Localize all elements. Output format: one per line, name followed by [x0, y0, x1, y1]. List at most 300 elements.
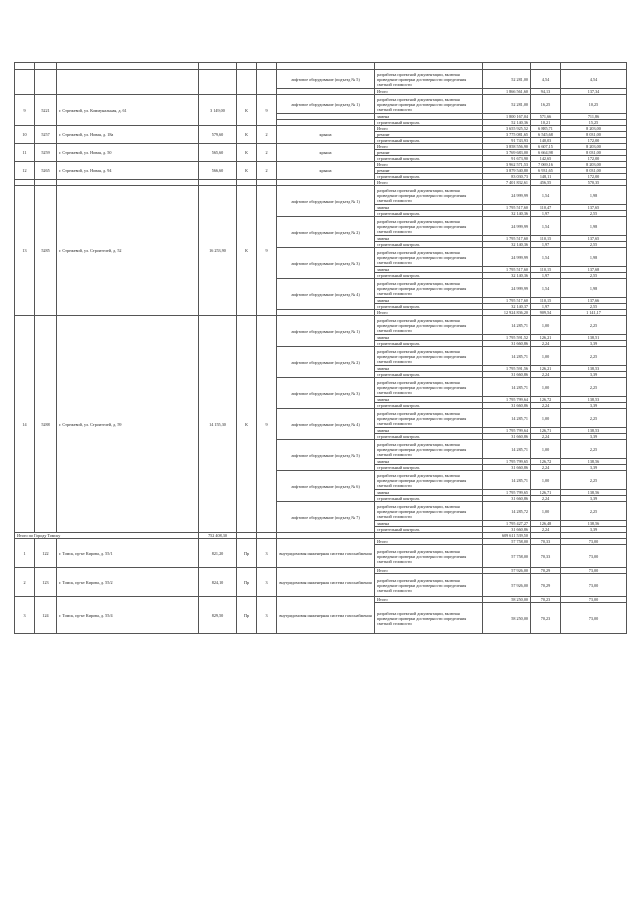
work-detail: Итого: [375, 126, 483, 132]
sum-cell: 57 926,00: [483, 574, 531, 597]
house-area: 829,50: [199, 597, 237, 634]
house-code: 5285: [35, 186, 57, 316]
rate-cell: 1,97: [531, 211, 561, 217]
sum-cell: 52 281,00: [483, 70, 531, 89]
sum-cell: 1 795 799,65: [483, 490, 531, 496]
house-floors: 3: [257, 597, 277, 634]
house-floors: 9: [257, 316, 277, 533]
house-floors: 2: [257, 162, 277, 180]
work-detail: замена: [375, 267, 483, 273]
limit-cell: 73,00: [561, 597, 627, 603]
empty-cell: [237, 70, 257, 95]
sum-cell: 32 140,36: [483, 273, 531, 279]
rate-cell: 6 931,65: [531, 168, 561, 174]
house-floors: 9: [257, 95, 277, 126]
limit-cell: 137,66: [561, 298, 627, 304]
work-type: лифтовое оборудование (подъезд № 4): [277, 409, 375, 440]
work-detail: строительный контроль: [375, 174, 483, 180]
work-detail: разработка проектной документации, включая проведение проверки достоверности определения сметной стоимости: [375, 248, 483, 267]
rate-cell: 1,00: [531, 440, 561, 459]
limit-cell: 4,54: [561, 70, 627, 89]
house-address: г. Стрежевой, ул. Новая, д. 50: [57, 144, 199, 162]
sum-cell: 58 250,00: [483, 597, 531, 603]
sum-cell: 3 879 540,80: [483, 168, 531, 174]
work-detail: строительный контроль: [375, 242, 483, 248]
sum-cell: 31 660,86: [483, 496, 531, 502]
rate-cell: 142,65: [531, 156, 561, 162]
sum-cell: 1 795 517,60: [483, 205, 531, 211]
work-detail: разработка проектной документации, включая проведение проверки достоверности определения сметной стоимости: [375, 471, 483, 490]
house-address: г. Томск, пр-кт Кирова, д. 55/4: [57, 597, 199, 634]
limit-cell: 172,00: [561, 138, 627, 144]
work-detail: разработка проектной документации, включая проведение проверки достоверности определения сметной стоимости: [375, 316, 483, 335]
work-detail: разработка проектной документации, включая проведение проверки достоверности определения сметной стоимости: [375, 545, 483, 568]
empty-cell: [15, 70, 35, 95]
rate-cell: 1,54: [531, 279, 561, 298]
work-type: внутридомовая инженерная система газоснабжения: [277, 539, 375, 568]
limit-cell: 138,53: [561, 397, 627, 403]
limit-cell: 3,39: [561, 496, 627, 502]
sum-cell: 7 401 832,61: [483, 180, 531, 186]
work-type: лифтовое оборудование (подъезд № 5): [277, 440, 375, 471]
limit-cell: 1,98: [561, 217, 627, 236]
rate-cell: 7 069,16: [531, 162, 561, 168]
work-detail: строительный контроль: [375, 120, 483, 126]
repair-plan-table: [14, 62, 627, 634]
work-type: лифтовое оборудование (подъезд № 6): [277, 471, 375, 502]
sum-cell: 52 140,36: [483, 120, 531, 126]
limit-cell: 73,00: [561, 545, 627, 568]
work-detail: разработка проектной документации, включая проведение проверки достоверности определения сметной стоимости: [375, 217, 483, 236]
house-address: г. Томск, пр-кт Кирова, д. 55/2: [57, 568, 199, 597]
work-type: лифтовое оборудование (подъезд № 7): [277, 502, 375, 533]
table-row: [15, 186, 627, 205]
col-7: [277, 63, 375, 70]
limit-cell: 3,39: [561, 403, 627, 409]
limit-cell: 73,00: [561, 539, 627, 545]
rate-cell: 1,00: [531, 471, 561, 490]
house-address: г. Томск, пр-кт Кирова, д. 55/1: [57, 539, 199, 568]
work-detail: замена: [375, 236, 483, 242]
sum-cell: 1 866 561,60: [483, 89, 531, 95]
rate-cell: 2,24: [531, 527, 561, 533]
limit-cell: 138,56: [561, 490, 627, 496]
work-type: крыша: [277, 144, 375, 162]
limit-cell: 137,65: [561, 205, 627, 211]
table-row: [15, 316, 627, 335]
house-floors: 9: [257, 186, 277, 316]
limit-cell: 1,98: [561, 279, 627, 298]
sum-cell: 1 795 517,60: [483, 267, 531, 273]
limit-cell: 1 141,17: [561, 310, 627, 316]
empty-cell: [199, 70, 237, 95]
limit-cell: 3,39: [561, 341, 627, 347]
work-type: крыша: [277, 162, 375, 180]
limit-cell: 138,53: [561, 428, 627, 434]
rate-cell: 126,48: [531, 521, 561, 527]
house-type: Пр: [237, 568, 257, 597]
house-area: 16 253,90: [199, 186, 237, 316]
rate-cell: 6 607,15: [531, 144, 561, 150]
work-detail: строительный контроль: [375, 304, 483, 310]
sum-cell: 31 660,86: [483, 403, 531, 409]
house-area: 566,60: [199, 162, 237, 180]
rate-cell: 1,00: [531, 347, 561, 366]
limit-cell: 711,86: [561, 114, 627, 120]
header-row: [15, 63, 627, 70]
work-detail: строительный контроль: [375, 434, 483, 440]
row-number: 14: [15, 316, 35, 533]
work-detail: замена: [375, 521, 483, 527]
rate-cell: 571,66: [531, 114, 561, 120]
rate-cell: 126,71: [531, 490, 561, 496]
work-detail: ремонт: [375, 168, 483, 174]
rate-cell: 70,23: [531, 597, 561, 603]
sum-cell: 31 660,86: [483, 434, 531, 440]
work-detail: разработка проектной документации, включая проведение проверки достоверности определения сметной стоимости: [375, 95, 483, 114]
work-detail: разработка проектной документации, включая проведение проверки достоверности определения сметной стоимости: [375, 70, 483, 89]
sum-cell: 57 758,00: [483, 545, 531, 568]
work-detail: строительный контроль: [375, 138, 483, 144]
rate-cell: 70,29: [531, 568, 561, 574]
sum-cell: 1 795 591,52: [483, 335, 531, 341]
limit-cell: 8 031,00: [561, 132, 627, 138]
rate-cell: 126,72: [531, 459, 561, 465]
rate-cell: 1,97: [531, 304, 561, 310]
limit-cell: 138,53: [561, 366, 627, 372]
row-number: 3: [15, 597, 35, 634]
work-type: лифтовое оборудование (подъезд № 2): [277, 217, 375, 248]
sum-cell: 14 285,71: [483, 440, 531, 459]
rate-cell: 110,15: [531, 236, 561, 242]
house-code: 5259: [35, 144, 57, 162]
house-type: К: [237, 162, 257, 180]
house-code: 5265: [35, 162, 57, 180]
rate-cell: 1,00: [531, 378, 561, 397]
empty-cell: [57, 70, 199, 95]
work-detail: Итого: [375, 89, 483, 95]
limit-cell: 2,55: [561, 242, 627, 248]
sum-cell: 3 962 571,53: [483, 162, 531, 168]
limit-cell: 2,25: [561, 440, 627, 459]
work-type: лифтовое оборудование (подъезд № 1): [277, 316, 375, 347]
work-detail: замена: [375, 298, 483, 304]
sum-cell: 1 795 799,65: [483, 459, 531, 465]
house-code: 124: [35, 597, 57, 634]
work-detail: замена: [375, 459, 483, 465]
limit-cell: 73,00: [561, 574, 627, 597]
work-type: лифтовое оборудование (подъезд № 3): [277, 248, 375, 279]
sum-cell: 1 795 799,64: [483, 397, 531, 403]
work-type: внутридомовая инженерная система газоснабжения: [277, 568, 375, 597]
city-total-label: Итого по Городу Томску: [15, 533, 199, 539]
sum-cell: 31 660,86: [483, 527, 531, 533]
sum-cell: 58 250,00: [483, 603, 531, 634]
work-detail: ремонт: [375, 150, 483, 156]
rate-cell: 2,24: [531, 372, 561, 378]
limit-cell: 73,00: [561, 603, 627, 634]
rate-cell: 110,15: [531, 267, 561, 273]
col-3: [57, 63, 199, 70]
col-11: [561, 63, 627, 70]
sum-cell: 3 655 925,52: [483, 126, 531, 132]
sum-cell: 83 030,73: [483, 174, 531, 180]
house-area: 14 155,30: [199, 316, 237, 533]
rate-cell: 126,72: [531, 397, 561, 403]
sum-cell: 91 743,93: [483, 138, 531, 144]
sum-cell: 24 999,99: [483, 186, 531, 205]
sum-cell: 32 140,37: [483, 304, 531, 310]
house-code: 5257: [35, 126, 57, 144]
work-detail: замена: [375, 114, 483, 120]
limit-cell: 137,34: [561, 89, 627, 95]
limit-cell: 15,25: [561, 120, 627, 126]
col-2: [35, 63, 57, 70]
work-detail: замена: [375, 428, 483, 434]
col-6: [257, 63, 277, 70]
sum-cell: 12 924 836,20: [483, 310, 531, 316]
limit-cell: 138,56: [561, 459, 627, 465]
work-type: лифтовое оборудование (подъезд № 2): [277, 347, 375, 378]
work-detail: разработка проектной документации, включая проведение проверки достоверности определения сметной стоимости: [375, 603, 483, 634]
work-type: лифтовое оборудование (подъезд № 3): [277, 378, 375, 409]
row-number: 1: [15, 539, 35, 568]
house-address: г. Стрежевой, ул. Строителей, д. 59: [57, 316, 199, 533]
rate-cell: 70,33: [531, 539, 561, 545]
work-detail: Итого: [375, 310, 483, 316]
sum-cell: 14 285,71: [483, 471, 531, 490]
limit-cell: 2,25: [561, 316, 627, 335]
sum-cell: 14 285,71: [483, 347, 531, 366]
rate-cell: 126,21: [531, 335, 561, 341]
limit-cell: 73,00: [561, 568, 627, 574]
work-detail: строительный контроль: [375, 527, 483, 533]
work-detail: разработка проектной документации, включая проведение проверки достоверности определения сметной стоимости: [375, 502, 483, 521]
house-type: Пр: [237, 539, 257, 568]
work-detail: разработка проектной документации, включая проведение проверки достоверности определения сметной стоимости: [375, 378, 483, 397]
house-floors: 2: [257, 144, 277, 162]
sum-cell: 3 775 081,65: [483, 132, 531, 138]
rate-cell: 110,47: [531, 205, 561, 211]
house-code: 122: [35, 539, 57, 568]
sum-cell: 31 660,86: [483, 341, 531, 347]
limit-cell: 2,55: [561, 304, 627, 310]
sum-cell: 32 140,36: [483, 242, 531, 248]
limit-cell: 137,68: [561, 267, 627, 273]
house-floors: 3: [257, 568, 277, 597]
col-4: [199, 63, 237, 70]
work-detail: разработка проектной документации, включая проведение проверки достоверности определения сметной стоимости: [375, 186, 483, 205]
house-type: К: [237, 95, 257, 126]
work-detail: разработка проектной документации, включая проведение проверки достоверности определения сметной стоимости: [375, 347, 483, 366]
limit-cell: 3,39: [561, 465, 627, 471]
row-number: 12: [15, 162, 35, 180]
sum-cell: 31 660,86: [483, 465, 531, 471]
work-detail: замена: [375, 366, 483, 372]
limit-cell: 2,25: [561, 347, 627, 366]
table-row: [15, 70, 627, 89]
sum-cell: 1 795 517,60: [483, 236, 531, 242]
sum-cell: 14 285,71: [483, 378, 531, 397]
sum-cell: 3 858 556,90: [483, 144, 531, 150]
sum-cell: 31 660,86: [483, 372, 531, 378]
house-address: г. Стрежевой, ул. Новая, д. 18а: [57, 126, 199, 144]
house-code: 5288: [35, 316, 57, 533]
sum-cell: 24 999,99: [483, 217, 531, 236]
rate-cell: 456,55: [531, 180, 561, 186]
row-number: 11: [15, 144, 35, 162]
sum-cell: 52 281,00: [483, 95, 531, 114]
rate-cell: 126,21: [531, 366, 561, 372]
house-area: 824,10: [199, 568, 237, 597]
work-detail: строительный контроль: [375, 273, 483, 279]
sum-cell: 1 795 427,27: [483, 521, 531, 527]
work-type: лифтовое оборудование (подъезд № 1): [277, 95, 375, 114]
row-number: 10: [15, 126, 35, 144]
rate-cell: 148,11: [531, 174, 561, 180]
work-detail: Итого: [375, 539, 483, 545]
col-1: [15, 63, 35, 70]
limit-cell: 2,55: [561, 273, 627, 279]
empty-cell: [257, 70, 277, 95]
rate-cell: 1,54: [531, 217, 561, 236]
sum-cell: 24 999,99: [483, 279, 531, 298]
sum-cell: 3 769 683,00: [483, 150, 531, 156]
limit-cell: 172,00: [561, 156, 627, 162]
row-number: 9: [15, 95, 35, 126]
rate-cell: 6 664,98: [531, 150, 561, 156]
house-area: 579,60: [199, 126, 237, 144]
city-total-area: 752 408,30: [199, 533, 237, 539]
sum-cell: 14 285,72: [483, 502, 531, 521]
limit-cell: 172,00: [561, 174, 627, 180]
rate-cell: 1,00: [531, 502, 561, 521]
sum-cell: 1 795 517,60: [483, 298, 531, 304]
sum-cell: 32 140,36: [483, 211, 531, 217]
work-detail: строительный контроль: [375, 372, 483, 378]
work-detail: разработка проектной документации, включая проведение проверки достоверности определения сметной стоимости: [375, 440, 483, 459]
work-detail: разработка проектной документации, включая проведение проверки достоверности определения сметной стоимости: [375, 574, 483, 597]
rate-cell: 6 885,71: [531, 126, 561, 132]
work-detail: Итого: [375, 144, 483, 150]
rate-cell: 2,24: [531, 341, 561, 347]
rate-cell: 2,24: [531, 403, 561, 409]
work-detail: строительный контроль: [375, 211, 483, 217]
limit-cell: 8 031,00: [561, 150, 627, 156]
rate-cell: 10,21: [531, 120, 561, 126]
work-detail: замена: [375, 490, 483, 496]
work-detail: строительный контроль: [375, 156, 483, 162]
work-type: лифтовое оборудование (подъезд № 4): [277, 279, 375, 310]
limit-cell: 3,39: [561, 434, 627, 440]
limit-cell: 1,98: [561, 248, 627, 267]
work-detail: замена: [375, 205, 483, 211]
table-row: [15, 95, 627, 114]
row-number: 13: [15, 186, 35, 316]
work-detail: ремонт: [375, 132, 483, 138]
limit-cell: 2,25: [561, 502, 627, 521]
work-type: лифтовое оборудование (подъезд № 5): [277, 70, 375, 89]
rate-cell: 16,25: [531, 95, 561, 114]
sum-cell: 1 795 591,56: [483, 366, 531, 372]
rate-cell: 1,54: [531, 248, 561, 267]
col-10: [531, 63, 561, 70]
limit-cell: 137,65: [561, 236, 627, 242]
rate-cell: 1,54: [531, 186, 561, 205]
sum-cell: 91 673,90: [483, 156, 531, 162]
limit-cell: 10,25: [561, 95, 627, 114]
sum-cell: 14 285,71: [483, 316, 531, 335]
house-type: К: [237, 144, 257, 162]
limit-cell: 2,55: [561, 211, 627, 217]
work-detail: строительный контроль: [375, 403, 483, 409]
work-detail: Итого: [375, 180, 483, 186]
limit-cell: 1,98: [561, 186, 627, 205]
empty-cell: [35, 70, 57, 95]
house-floors: 2: [257, 126, 277, 144]
rate-cell: 94,13: [531, 89, 561, 95]
work-detail: Итого: [375, 597, 483, 603]
limit-cell: 2,25: [561, 471, 627, 490]
sum-cell: 14 285,71: [483, 409, 531, 428]
rate-cell: 1,97: [531, 273, 561, 279]
row-number: 2: [15, 568, 35, 597]
house-type: К: [237, 316, 257, 533]
rate-cell: 70,29: [531, 574, 561, 597]
house-type: Пр: [237, 597, 257, 634]
rate-cell: 909,54: [531, 310, 561, 316]
work-detail: Итого: [375, 162, 483, 168]
col-5: [237, 63, 257, 70]
house-code: 123: [35, 568, 57, 597]
limit-cell: 3,39: [561, 372, 627, 378]
limit-cell: 8 203,00: [561, 126, 627, 132]
work-detail: Итого: [375, 568, 483, 574]
house-type: К: [237, 186, 257, 316]
house-area: 3 149,00: [199, 95, 237, 126]
limit-cell: 570,35: [561, 180, 627, 186]
work-type: лифтовое оборудование (подъезд № 1): [277, 186, 375, 217]
rate-cell: 126,71: [531, 428, 561, 434]
house-address: г. Стрежевой, ул. Коммунальная, д. 61: [57, 95, 199, 126]
sum-cell: 1 795 799,64: [483, 428, 531, 434]
limit-cell: 2,25: [561, 378, 627, 397]
rate-cell: 2,24: [531, 434, 561, 440]
rate-cell: 4,54: [531, 70, 561, 89]
work-detail: разработка проектной документации, включая проведение проверки достоверности определения сметной стоимости: [375, 409, 483, 428]
col-9: [483, 63, 531, 70]
work-detail: разработка проектной документации, включая проведение проверки достоверности определения сметной стоимости: [375, 279, 483, 298]
house-address: г. Стрежевой, ул. Строителей, д. 52: [57, 186, 199, 316]
city-total-sum: 609 611 539,50: [483, 533, 531, 539]
house-code: 5221: [35, 95, 57, 126]
rate-cell: 140,03: [531, 138, 561, 144]
rate-cell: 2,24: [531, 496, 561, 502]
limit-cell: 8 203,00: [561, 162, 627, 168]
house-area: 821,20: [199, 539, 237, 568]
limit-cell: 8 031,00: [561, 168, 627, 174]
sum-cell: 24 999,99: [483, 248, 531, 267]
house-area: 565,60: [199, 144, 237, 162]
house-floors: 3: [257, 539, 277, 568]
house-address: г. Стрежевой, ул. Новая, д. 94: [57, 162, 199, 180]
sum-cell: 1 800 167,04: [483, 114, 531, 120]
sum-cell: 57 758,00: [483, 539, 531, 545]
limit-cell: 2,25: [561, 409, 627, 428]
limit-cell: 3,39: [561, 527, 627, 533]
sum-cell: 57 926,00: [483, 568, 531, 574]
work-type: крыша: [277, 126, 375, 144]
